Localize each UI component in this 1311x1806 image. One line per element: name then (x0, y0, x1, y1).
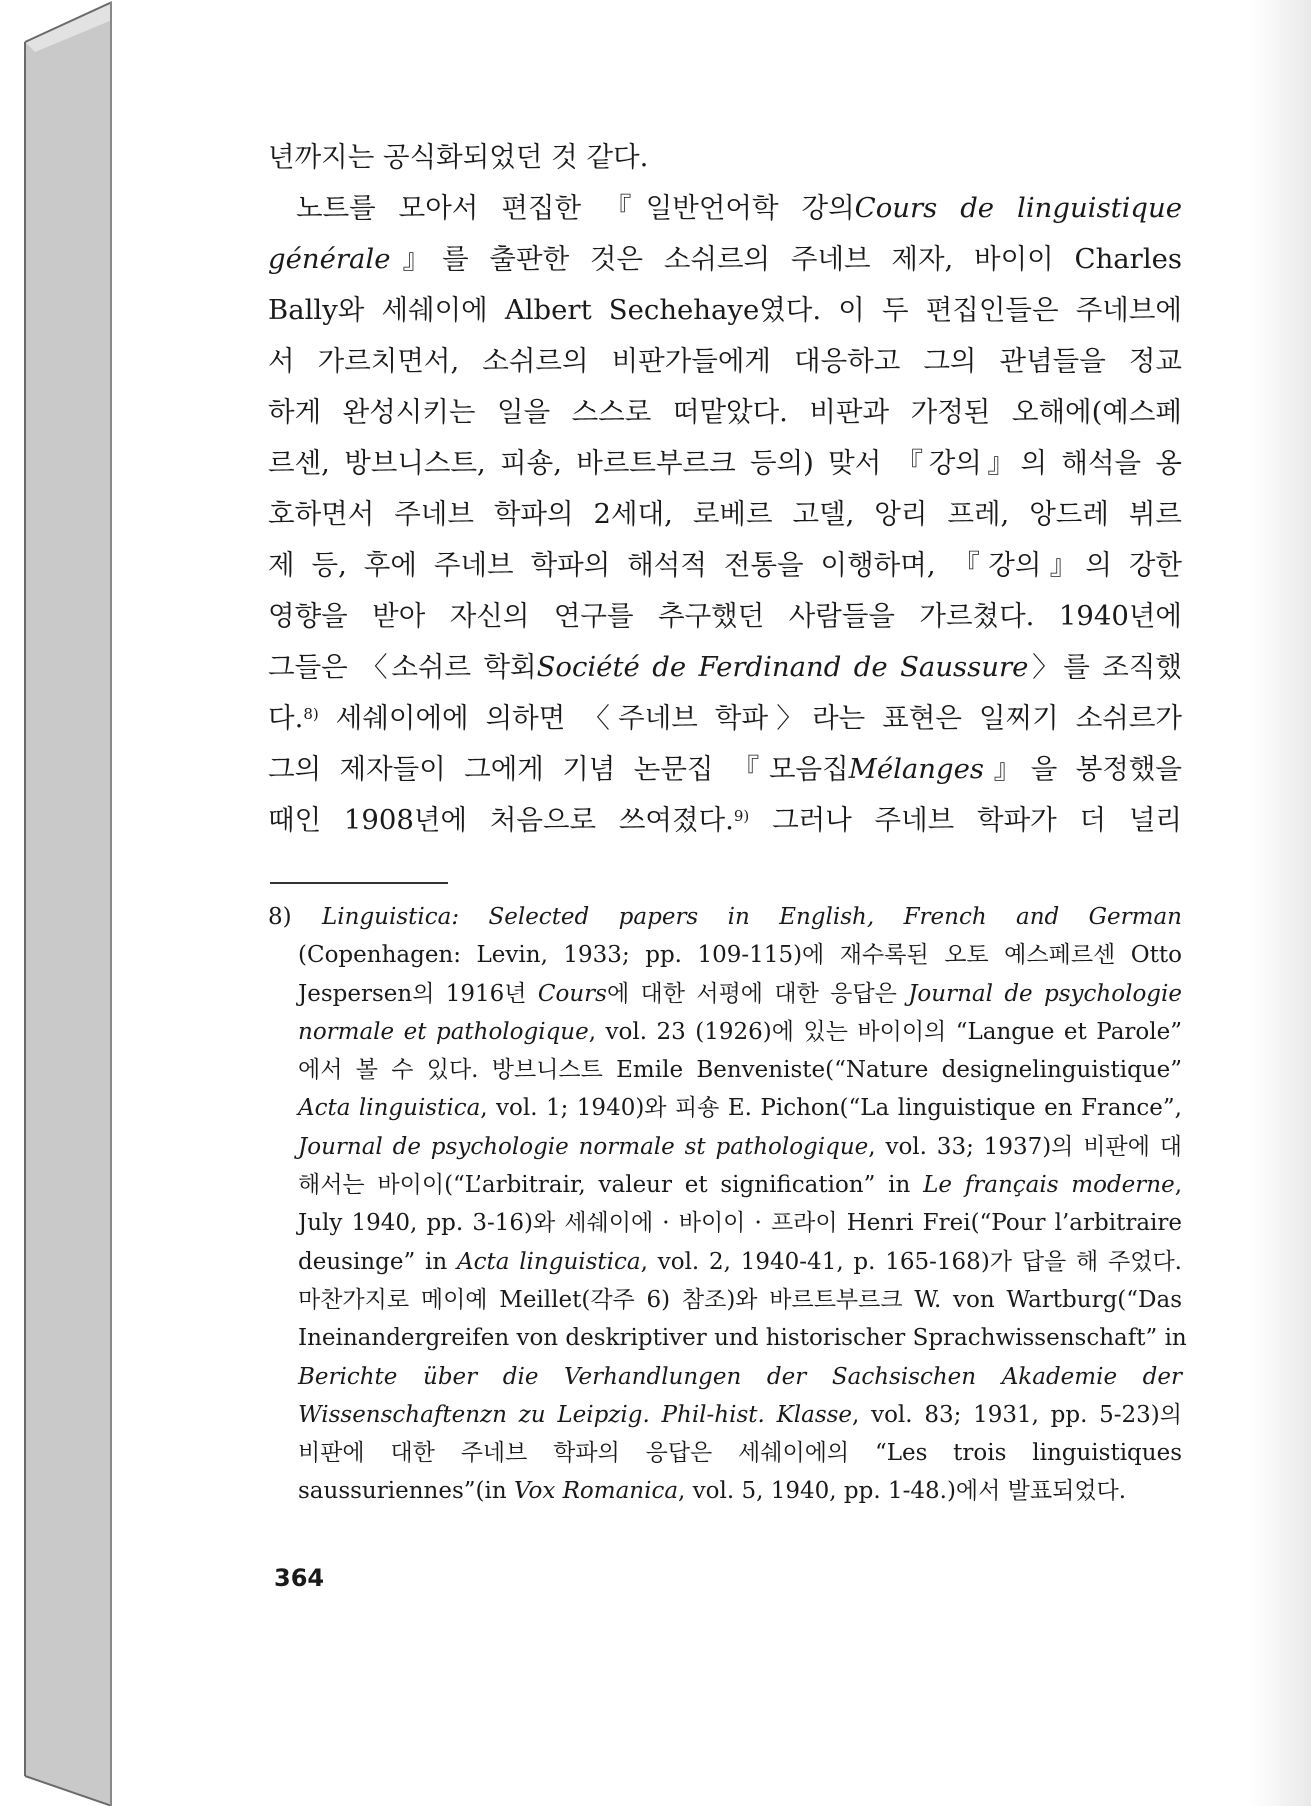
footnote-line: 마찬가지로 메이예 Meillet(각주 6) 참조)와 바르트부르크 W. von Wartburg(“Das (298, 1286, 1182, 1313)
footnote-divider (270, 882, 448, 884)
body-line: 호하면서 주네브 학파의 2세대, 로베르 고델, 앙리 프레, 앙드레 뷔르 (268, 498, 1182, 530)
body-line: 하게 완성시키는 일을 스스로 떠맡았다. 비판과 가정된 오해에(예스페 (268, 396, 1182, 428)
footnote-line: 해서는 바이이(“L’arbitrair, valeur et signification” in Le français moderne, (298, 1172, 1182, 1199)
page-number: 364 (274, 1564, 325, 1592)
footnote-line: (Copenhagen: Levin, 1933; pp. 109-115)에 재수록된 오토 예스페르센 Otto (298, 942, 1182, 969)
footnote-line: Jespersen의 1916년 Cours에 대한 서평에 대한 응답은 Journal de psychologie (298, 980, 1182, 1007)
body-line: Bally와 세쉐이에 Albert Sechehaye였다. 이 두 편집인들은 주네브에 (268, 294, 1182, 326)
book-spine (0, 0, 112, 1806)
footnote-line: July 1940, pp. 3-16)와 세쉐이에 · 바이이 · 프라이 Henri Frei(“Pour l’arbitraire (298, 1210, 1182, 1237)
body-line: 그들은 〈소쉬르 학회Société de Ferdinand de Saussure〉를 조직했 (268, 651, 1182, 683)
footnote-line: normale et pathologique, vol. 23 (1926)에 있는 바이이의 “Langue et Parole” (298, 1018, 1182, 1045)
body-line: générale』를 출판한 것은 소쉬르의 주네브 제자, 바이이 Charles (268, 243, 1182, 275)
body-text (268, 132, 1182, 846)
footnote-line: Wissenschaftenzn zu Leipzig. Phil-hist. Klasse, vol. 83; 1931, pp. 5-23)의 (298, 1401, 1183, 1428)
body-line: 그의 제자들이 그에게 기념 논문집 『모음집Mélanges』을 봉정했을 (268, 753, 1182, 785)
body-line: 년까지는 공식화되었던 것 같다. (268, 141, 649, 173)
body-line: 서 가르치면서, 소쉬르의 비판가들에게 대응하고 그의 관념들을 정교 (268, 345, 1182, 377)
footnote-line: Berichte über die Verhandlungen der Sachsischen Akademie der (298, 1363, 1182, 1390)
footnote-line: deusinge” in Acta linguistica, vol. 2, 1940-41, p. 165-168)가 답을 해 주었다. (298, 1248, 1182, 1275)
footnote-line: saussuriennes”(in Vox Romanica, vol. 5, 1940, pp. 1-48.)에서 발표되었다. (298, 1478, 1127, 1505)
page-edge-shadow (1251, 0, 1311, 1806)
body-line: 노트를 모아서 편집한 『일반언어학 강의Cours de linguistique (296, 192, 1182, 224)
body-line: 때인 1908년에 처음으로 쓰여졌다.$^{9)}$ 그러나 주네브 학파가 더 널리 (268, 804, 1182, 836)
body-line: 다.$^{8)}$ 세쉐이에에 의하면 〈주네브 학파〉라는 표현은 일찌기 소쉬르가 (268, 702, 1182, 734)
footnote-line: 에서 볼 수 있다. 방브니스트 Emile Benveniste(“Nature designelinguistique” (298, 1057, 1182, 1084)
body-line: 영향을 받아 자신의 연구를 추구했던 사람들을 가르쳤다. 1940년에 (268, 600, 1182, 632)
footnotes (268, 898, 1187, 1511)
body-line: 르센, 방브니스트, 피숑, 바르트부르크 등의) 맞서 『강의』의 해석을 옹 (268, 447, 1182, 479)
footnote-number: 8) (268, 904, 292, 930)
footnote-line: Ineinandergreifen von deskriptiver und historischer Sprachwissenschaft” in (298, 1325, 1187, 1352)
footnote-ref-8: 8) (303, 705, 319, 723)
footnote-ref-9: 9) (733, 807, 750, 825)
footnote-line: 8) Linguistica: Selected papers in English, French and German (268, 898, 1182, 936)
footnote-line: Acta linguistica, vol. 1; 1940)와 피숑 E. Pichon(“La linguistique en France”, (298, 1095, 1182, 1122)
footnote-line: 비판에 대한 주네브 학파의 응답은 세쉐이에의 “Les trois linguistiques (298, 1440, 1182, 1467)
body-line: 제 등, 후에 주네브 학파의 해석적 전통을 이행하며, 『강의』의 강한 (268, 549, 1182, 581)
footnote-line: Journal de psychologie normale st pathologique, vol. 33; 1937)의 비판에 대 (298, 1133, 1182, 1160)
